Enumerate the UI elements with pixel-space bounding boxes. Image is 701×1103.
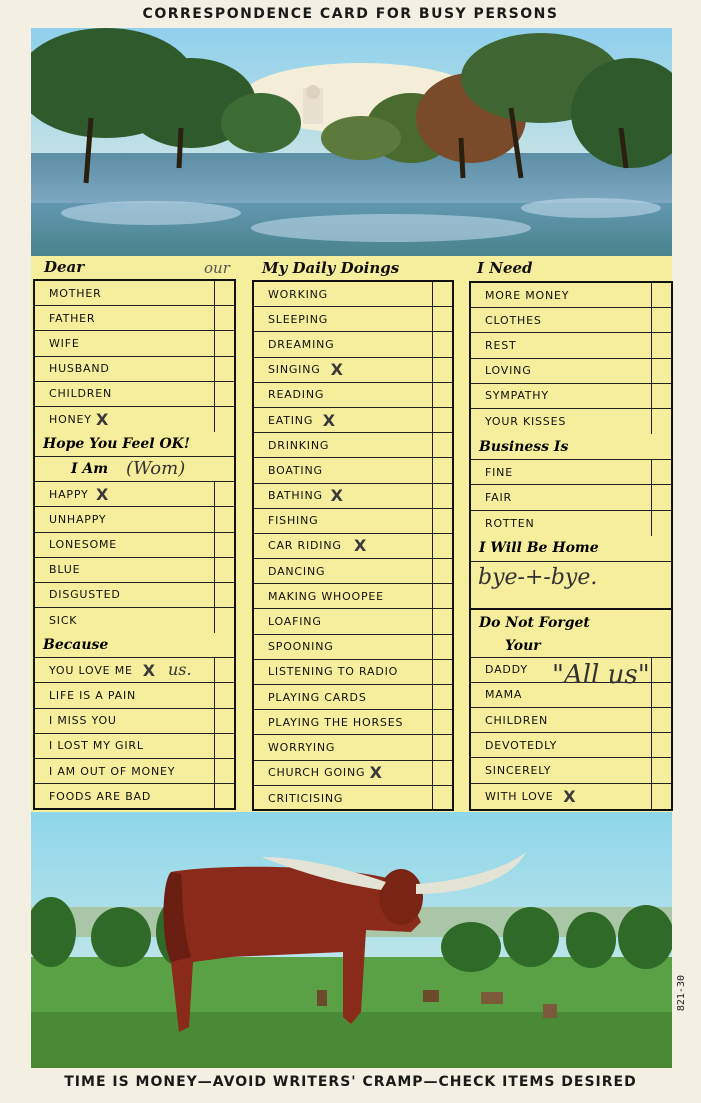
doings-row (254, 307, 452, 332)
doings-row (254, 559, 452, 584)
hand-check-mark: X (322, 410, 336, 430)
dear-item-label: HONEY X (49, 410, 110, 430)
hope-heading: Hope You Feel OK! (35, 432, 234, 457)
need-row (471, 333, 671, 358)
need-item-label: REST (485, 338, 517, 352)
business-list (471, 460, 671, 536)
doings-item-label: BOATING (268, 463, 323, 477)
iam-item-label: DISGUSTED (49, 588, 121, 602)
doings-item-label: SLEEPING (268, 312, 329, 326)
business-checkbox[interactable] (651, 460, 671, 484)
because-row (35, 734, 234, 759)
iam-checkbox[interactable] (214, 507, 234, 531)
doings-item-label: EATING X (268, 410, 336, 430)
because-row (35, 784, 234, 809)
doings-item-label: FISHING (268, 514, 319, 528)
i-am-heading: I Am (35, 457, 234, 482)
iam-item-label: UNHAPPY (49, 512, 107, 526)
iam-item-label: BLUE (49, 563, 81, 577)
dear-row (35, 357, 234, 382)
need-item-label: CLOTHES (485, 313, 542, 327)
doings-checkbox[interactable] (432, 408, 452, 432)
forget-item-label: DEVOTEDLY (485, 738, 558, 752)
doings-heading: My Daily Doings (262, 259, 400, 277)
forget-item-label: SINCERELY (485, 764, 552, 778)
need-checkbox[interactable] (651, 359, 671, 383)
business-item-label: FINE (485, 465, 513, 479)
forget-item-label: WITH LOVE X (485, 786, 577, 806)
because-row (35, 658, 234, 683)
doings-row (254, 332, 452, 357)
forget-checkbox[interactable] (651, 733, 671, 757)
iam-row (35, 482, 234, 507)
dear-item-label: CHILDREN (49, 387, 113, 401)
handwriting-us: us. (168, 660, 192, 679)
doings-row (254, 433, 452, 458)
because-checkbox[interactable] (214, 658, 234, 682)
because-row (35, 709, 234, 734)
dear-item-label: MOTHER (49, 286, 102, 300)
iam-checkbox[interactable] (214, 533, 234, 557)
doings-row (254, 761, 452, 786)
because-item-label: I LOST MY GIRL (49, 739, 144, 753)
hand-check-mark: X (354, 536, 368, 556)
iam-item-label: SICK (49, 614, 78, 628)
forget-your-heading: Your (471, 636, 671, 658)
business-item-label: FAIR (485, 490, 512, 504)
because-item-label: FOODS ARE BAD (49, 790, 152, 804)
business-row (471, 511, 671, 536)
doings-row (254, 358, 452, 383)
need-checkbox[interactable] (651, 333, 671, 357)
dear-row (35, 306, 234, 331)
doings-item-label: SINGING X (268, 360, 344, 380)
iam-checkbox[interactable] (214, 558, 234, 582)
because-checkbox[interactable] (214, 734, 234, 758)
forget-checkbox[interactable] (651, 708, 671, 732)
doings-row (254, 609, 452, 634)
need-item-label: SYMPATHY (485, 389, 549, 403)
dear-item-label: FATHER (49, 311, 96, 325)
doings-item-label: LOAFING (268, 615, 322, 629)
dear-row (35, 382, 234, 407)
doings-checkbox[interactable] (432, 635, 452, 659)
doings-checkbox[interactable] (432, 559, 452, 583)
business-checkbox[interactable] (651, 511, 671, 536)
hand-check-mark: X (563, 786, 577, 806)
need-row (471, 359, 671, 384)
catalog-code: 821-30 (676, 975, 687, 1012)
iam-row (35, 608, 234, 633)
i-am-list (35, 482, 234, 633)
forget-row (471, 784, 671, 809)
page-title: CORRESPONDENCE CARD FOR BUSY PERSONS (142, 6, 559, 22)
because-checkbox[interactable] (214, 784, 234, 809)
left-column-box (33, 279, 236, 810)
forget-heading: Do Not Forget (479, 614, 590, 631)
landscape-bluebonnets-icon (31, 28, 672, 257)
because-list (35, 658, 234, 809)
need-row (471, 384, 671, 409)
doings-item-label: DANCING (268, 564, 326, 578)
need-row (471, 308, 671, 333)
iam-checkbox[interactable] (214, 482, 234, 506)
doings-item-label: WORRYING (268, 740, 336, 754)
iam-item-label: HAPPY X (49, 484, 110, 504)
need-checkbox[interactable] (651, 308, 671, 332)
dear-checkbox[interactable] (214, 281, 234, 305)
doings-checkbox[interactable] (432, 509, 452, 533)
doings-checkbox[interactable] (432, 584, 452, 608)
doings-item-label: PLAYING THE HORSES (268, 715, 404, 729)
forget-item-label: DADDY (485, 663, 528, 677)
forget-checkbox[interactable] (651, 758, 671, 782)
doings-item-label: CAR RIDING X (268, 536, 368, 556)
doings-box (252, 280, 454, 811)
handwriting-home-note: bye-+-bye. (478, 565, 598, 590)
hand-check-mark: X (142, 660, 156, 680)
doings-checkbox[interactable] (432, 609, 452, 633)
forget-checkbox[interactable] (651, 683, 671, 707)
forget-checkbox[interactable] (651, 784, 671, 809)
because-item-label: YOU LOVE ME X (49, 660, 156, 680)
doings-checkbox[interactable] (432, 761, 452, 785)
doings-checkbox[interactable] (432, 484, 452, 508)
doings-checkbox[interactable] (432, 458, 452, 482)
business-row (471, 460, 671, 485)
dear-checkbox[interactable] (214, 382, 234, 406)
iam-item-label: LONESOME (49, 538, 118, 552)
doings-item-label: SPOONING (268, 640, 334, 654)
doings-row (254, 584, 452, 609)
doings-row (254, 710, 452, 735)
doings-checkbox[interactable] (432, 307, 452, 331)
doings-row (254, 685, 452, 710)
because-row (35, 683, 234, 708)
iam-row (35, 533, 234, 558)
business-item-label: ROTTEN (485, 516, 535, 530)
doings-row (254, 635, 452, 660)
hand-check-mark: X (369, 763, 383, 783)
doings-row (254, 383, 452, 408)
home-heading: I Will Be Home (471, 536, 671, 562)
need-checkbox[interactable] (651, 384, 671, 408)
doings-list (254, 282, 452, 811)
longhorn-steer-icon (31, 812, 672, 1068)
because-item-label: I MISS YOU (49, 714, 117, 728)
dear-checkbox[interactable] (214, 407, 234, 432)
need-row (471, 409, 671, 434)
forget-row (471, 733, 671, 758)
iam-row (35, 558, 234, 583)
doings-row (254, 458, 452, 483)
business-checkbox[interactable] (651, 485, 671, 509)
need-item-label: MORE MONEY (485, 288, 570, 302)
doings-checkbox[interactable] (432, 534, 452, 558)
dear-item-label: WIFE (49, 336, 80, 350)
doings-item-label: MAKING WHOOPEE (268, 589, 384, 603)
doings-row (254, 282, 452, 307)
right-column-box (469, 281, 673, 811)
dear-item-label: HUSBAND (49, 362, 110, 376)
doings-row (254, 509, 452, 534)
forget-row (471, 708, 671, 733)
need-heading: I Need (477, 259, 533, 277)
doings-checkbox[interactable] (432, 786, 452, 811)
handwriting-our: our (204, 259, 230, 277)
iam-checkbox[interactable] (214, 608, 234, 633)
handwriting-i-am-note: (Wom) (126, 458, 186, 479)
doings-item-label: LISTENING TO RADIO (268, 665, 399, 679)
doings-checkbox[interactable] (432, 735, 452, 759)
hand-check-mark: X (96, 410, 110, 430)
doings-checkbox[interactable] (432, 358, 452, 382)
doings-checkbox[interactable] (432, 332, 452, 356)
dear-checkbox[interactable] (214, 331, 234, 355)
doings-checkbox[interactable] (432, 433, 452, 457)
doings-checkbox[interactable] (432, 383, 452, 407)
dear-row (35, 281, 234, 306)
doings-item-label: DREAMING (268, 337, 335, 351)
doings-item-label: PLAYING CARDS (268, 690, 367, 704)
doings-checkbox[interactable] (432, 660, 452, 684)
forget-checkbox[interactable] (651, 658, 671, 682)
because-row (35, 759, 234, 784)
because-item-label: LIFE IS A PAIN (49, 689, 137, 703)
need-checkbox[interactable] (651, 283, 671, 307)
need-item-label: LOVING (485, 364, 532, 378)
need-row (471, 283, 671, 308)
iam-row (35, 583, 234, 608)
doings-row (254, 408, 452, 433)
doings-row (254, 735, 452, 760)
forget-item-label: CHILDREN (485, 713, 549, 727)
doings-item-label: CHURCH GOING X (268, 763, 383, 783)
doings-checkbox[interactable] (432, 685, 452, 709)
doings-row (254, 660, 452, 685)
dear-heading: Dear (44, 258, 85, 276)
doings-checkbox[interactable] (432, 282, 452, 306)
handwriting-all-us: "All us" (552, 660, 650, 690)
footer-text: TIME IS MONEY—AVOID WRITERS' CRAMP—CHECK ITEMS DESIRED (64, 1074, 637, 1090)
doings-item-label: WORKING (268, 287, 328, 301)
forget-item-label: MAMA (485, 688, 523, 702)
doings-row (254, 786, 452, 811)
hand-check-mark: X (330, 360, 344, 380)
business-row (471, 485, 671, 510)
because-item-label: I AM OUT OF MONEY (49, 764, 176, 778)
because-checkbox[interactable] (214, 759, 234, 783)
need-list (471, 283, 671, 434)
doings-item-label: DRINKING (268, 438, 330, 452)
doings-row (254, 484, 452, 509)
need-checkbox[interactable] (651, 409, 671, 434)
iam-row (35, 507, 234, 532)
dear-checkbox[interactable] (214, 306, 234, 330)
hand-check-mark: X (96, 484, 110, 504)
dear-row (35, 407, 234, 432)
forget-row (471, 758, 671, 783)
dear-checkbox[interactable] (214, 357, 234, 381)
iam-checkbox[interactable] (214, 583, 234, 607)
because-checkbox[interactable] (214, 683, 234, 707)
doings-item-label: BATHING X (268, 486, 344, 506)
hand-check-mark: X (330, 486, 344, 506)
because-checkbox[interactable] (214, 709, 234, 733)
business-heading: Business Is (471, 434, 671, 460)
dear-row (35, 331, 234, 356)
doings-item-label: CRITICISING (268, 791, 344, 805)
because-heading: Because (35, 633, 234, 658)
doings-row (254, 534, 452, 559)
doings-checkbox[interactable] (432, 710, 452, 734)
dear-list (35, 281, 234, 432)
need-item-label: YOUR KISSES (485, 415, 567, 429)
doings-item-label: READING (268, 388, 325, 402)
